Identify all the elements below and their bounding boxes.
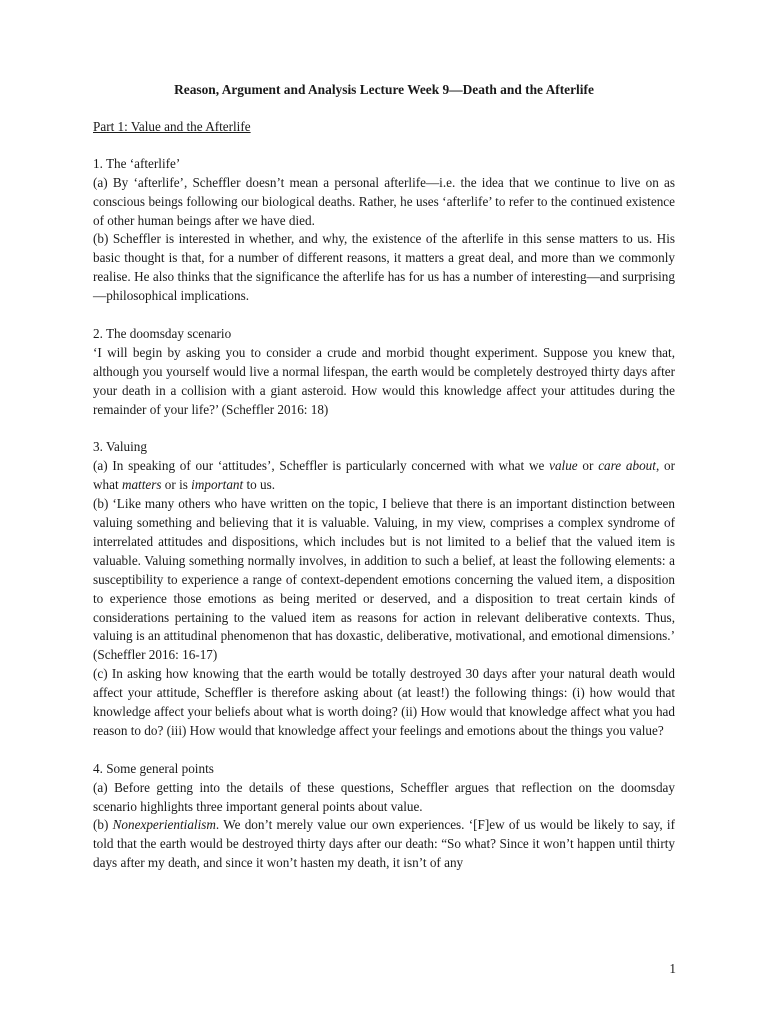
- section-heading: 3. Valuing: [93, 439, 147, 455]
- paragraph: [93, 174, 675, 231]
- paragraph: [93, 344, 675, 420]
- text-run: (b) ‘Like many others who have written on the topic, I believe that there is an important distinction between valuing something and believing that it is valuable. Valuing, in my view, comprises a complex syndrome of interrelated attitudes and dispositions, which includes but is not limited to a belief that the valued item is valuable. Valuing something normally involves, in addition to such a belief, at least the following elements: a susceptibility to experience a range of context-dependent emotions concerning the valued item, a disposition to experience those emotions as being merited or deserved, and a disposition to treat certain kinds of considerations pertaining to the valued item as reasons for action in relevant deliberative contexts. Thus, valuing is an attitudinal phenomenon that has doxastic, deliberative, motivational, and emotional dimensions.’ (Scheffler 2016: 16-17): [93, 496, 675, 663]
- italic-text: value: [549, 458, 578, 474]
- paragraph: [93, 457, 675, 495]
- text-run: (b): [93, 817, 113, 833]
- text-run: (b) Scheffler is interested in whether, and why, the existence of the afterlife in this sense matters to us. His basic thought is that, for a number of different reasons, it matters a great deal, and more than we commonly realise. He also thinks that the significance the afterlife has for us has a number of interesting—and surprising—philosophical implications.: [93, 231, 675, 304]
- text-run: (a) Before getting into the details of these questions, Scheffler argues that reflection on the doomsday scenario highlights three important general points about value.: [93, 779, 675, 814]
- text-run: to us.: [243, 477, 276, 493]
- italic-text: important: [191, 477, 244, 493]
- text-run: or is: [161, 477, 192, 493]
- paragraph: [93, 779, 675, 817]
- paragraph: [93, 665, 675, 741]
- text-run: (a) In speaking of our ‘attitudes’, Scheffler is particularly concerned with what we: [93, 458, 550, 474]
- text-run: ‘I will begin by asking you to consider a crude and morbid thought experiment. Suppose you knew that, although you yourself would live a normal lifespan, the earth would be completely destroyed thirty days after your death in a collision with a giant asteroid. How would this knowledge affect your attitudes during the remainder of your life?’ (Scheffler 2016: 18): [93, 344, 675, 417]
- sections-container: [93, 155, 675, 873]
- section-heading: 1. The ‘afterlife’: [93, 155, 181, 171]
- paragraph: [93, 230, 675, 306]
- section-heading: 2. The doomsday scenario: [93, 325, 232, 341]
- section: [93, 155, 675, 306]
- document-page: [93, 81, 675, 873]
- italic-text: care about: [598, 458, 656, 474]
- section: [93, 760, 675, 873]
- text-run: or: [577, 458, 599, 474]
- paragraph: [93, 495, 675, 665]
- section: [93, 438, 675, 741]
- section-heading: 4. Some general points: [93, 760, 214, 776]
- document-title: Reason, Argument and Analysis Lecture Week 9—Death and the Afterlife: [174, 82, 594, 97]
- text-run: (a) By ‘afterlife’, Scheffler doesn’t mean a personal afterlife—i.e. the idea that we continue to live on as conscious beings following our biological deaths. Rather, he uses ‘afterlife’ to refer to the continued existence of other human beings after we have died.: [93, 174, 675, 228]
- text-run: , or what: [93, 458, 675, 493]
- text-run: . We don’t merely value our own experiences. ‘[F]ew of us would be likely to say, if told that the earth would be destroyed thirty days after our death: “So what? Since it won’t happen until thirty days after my death, and since it won’t hasten my death, it isn’t of any: [93, 817, 675, 871]
- text-run: (c) In asking how knowing that the earth would be totally destroyed 30 days after your natural death would affect your attitude, Scheffler is therefore asking about (at least!) the following things: (i) how would that knowledge affect your beliefs about what is worth doing? (ii) How would that knowledge affect what you had reason to do? (iii) How would that knowledge affect your feelings and emotions about the things you value?: [93, 666, 675, 738]
- part-heading: Part 1: Value and the Afterlife: [93, 118, 251, 134]
- page-number: 1: [669, 961, 676, 976]
- italic-text: Nonexperientialism: [112, 817, 216, 833]
- italic-text: matters: [121, 477, 162, 493]
- paragraph: [93, 816, 675, 873]
- section: [93, 325, 675, 420]
